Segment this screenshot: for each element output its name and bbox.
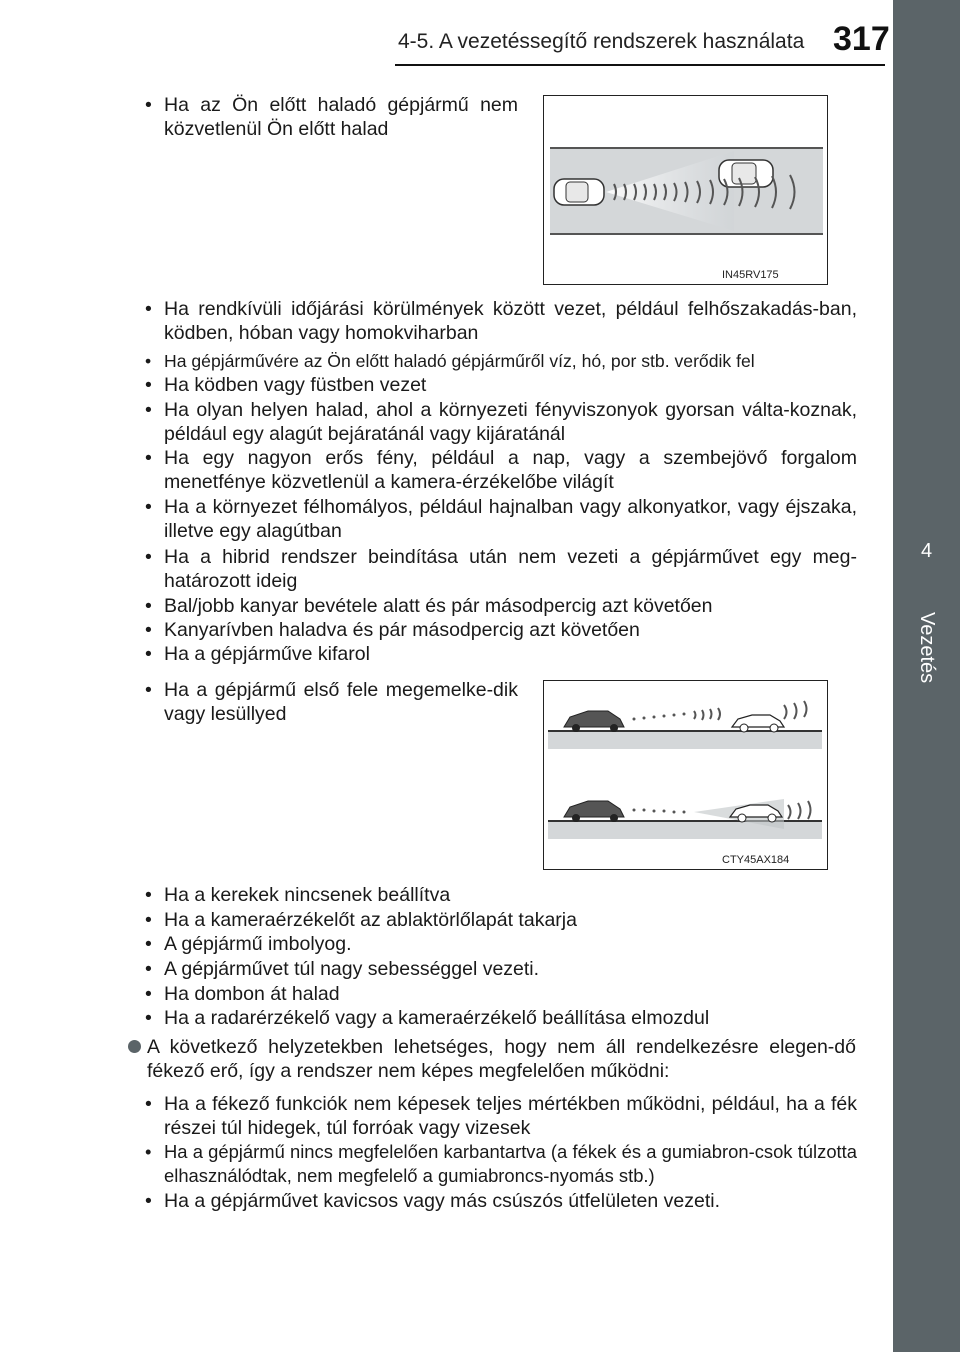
side-tab-upper [893,0,960,515]
bullet-dot: • [145,595,152,617]
bullet-dot: • [145,1190,152,1212]
bullet-dot: • [145,399,152,421]
side-tab-lower [893,597,960,1352]
bullet-dot: • [145,1141,152,1162]
list-item-text: A gépjármű imbolyog. [164,933,352,955]
bullet-dot: • [145,351,152,371]
figure-vehicle-pitch [543,680,828,870]
own-car-lower-icon [564,801,624,822]
list-item [145,545,857,593]
list-item [145,349,857,373]
bullet-dot: • [145,298,152,320]
list-item [145,297,857,345]
section-title: 4-5. A vezetéssegítő rendszerek használata [398,30,805,53]
list-item-text: Ha a radarérzékelő vagy a kameraérzékelő beállítása elmozdul [164,1007,710,1029]
bullet-dot: • [145,1007,152,1029]
list-item-text: Ha ködben vagy füstben vezet [164,374,427,396]
list-item-text: Ha egy nagyon erős fény, például a nap, vagy a szembejövő forgalom menetfénye közvetlenül a kamera-érzékelőbe világít [164,447,857,493]
figure-code: IN45RV175 [722,269,779,281]
list-item-text: Ha a gépjárművet kavicsos vagy más csúszós útfelületen vezeti. [164,1190,721,1212]
figure-radar-offset-vehicle [543,95,828,285]
list-item [145,957,857,981]
bullet-dot: • [145,884,152,906]
lead-car-upper-icon [732,715,784,732]
chapter-number: 4 [920,540,933,562]
list-item [145,678,518,726]
list-item [145,618,857,642]
chapter-name: Vezetés [916,612,938,684]
figure-code: CTY45AX184 [722,854,790,866]
main-list-item-text: A következő helyzetekben lehetséges, hogy nem áll rendelkezésre elegen-dő fékező erő, így a rendszer nem képes megfelelően működni: [147,1036,856,1082]
list-item-text: Bal/jobb kanyar bevétele alatt és pár másodpercig azt követően [164,595,713,617]
header-rule [395,64,885,66]
bullet-dot: • [145,679,152,701]
bullet-dot: • [145,619,152,641]
bullet-dot: • [145,933,152,955]
list-item [145,883,857,907]
list-item [145,908,857,932]
bullet-dot: • [145,94,152,116]
circle-bullet-icon [128,1040,141,1053]
list-item-text: Ha olyan helyen halad, ahol a környezeti fényviszonyok gyorsan válta-koznak, például egy alagút bejáratánál vagy kijáratánál [164,399,857,445]
bullet-dot: • [145,958,152,980]
list-item [145,373,857,397]
list-item-text: Ha a gépjárműve kifarol [164,643,370,665]
bullet-dot: • [145,496,152,518]
list-item [145,1092,857,1140]
list-item-text: Ha a gépjármű nincs megfelelően karbantartva (a fékek és a gumiabron-csok túlzotta elhasználódtak, nem megfelelő a gumiabroncs-nyomás stb.) [164,1141,857,1186]
list-item-text: A gépjárművet túl nagy sebességgel vezeti. [164,958,540,980]
list-item-text: Ha gépjárművére az Ön előtt haladó gépjárműről víz, hó, por stb. verődik fel [164,351,755,371]
lead-car-icon [719,160,773,187]
bullet-dot: • [145,983,152,1005]
list-item-text: Ha az Ön előtt haladó gépjármű nem közvetlenül Ön előtt halad [164,94,518,140]
list-item [145,398,857,446]
chapter-side-tab [893,0,960,1352]
list-item [145,1140,857,1188]
own-car-upper-icon [564,711,624,732]
list-item [145,495,857,543]
list-item-text: Kanyarívben haladva és pár másodpercig azt követően [164,619,640,641]
list-item-text: Ha a gépjármű első fele megemelke-dik vagy lesüllyed [164,679,518,725]
list-item-text: Ha rendkívüli időjárási körülmények között vezet, például felhőszakadás-ban, ködben, hóban vagy homokviharban [164,298,857,344]
bullet-dot: • [145,643,152,665]
list-item-text: Ha a hibrid rendszer beindítása után nem vezeti a gépjárművet egy meg-határozott ideig [164,546,857,592]
main-list-item [128,1035,856,1083]
list-item [145,642,857,666]
list-item [145,594,857,618]
list-item-text: Ha dombon át halad [164,983,340,1005]
list-item [145,1006,857,1030]
list-item-text: Ha a kerekek nincsenek beállítva [164,884,451,906]
page-number: 317 [833,20,890,58]
radar-offset-illustration [544,96,826,283]
bullet-dot: • [145,909,152,931]
list-item [145,93,518,141]
own-car-icon [554,179,604,205]
list-item-text: Ha a fékező funkciók nem képesek teljes mértékben működni, például, ha a fék részei túl hidegek, túl forróak vagy vizesek [164,1093,857,1139]
bullet-dot: • [145,374,152,396]
list-item [145,982,857,1006]
list-item [145,446,857,494]
bullet-dot: • [145,546,152,568]
vehicle-pitch-illustration [544,681,826,868]
list-item [145,932,857,956]
list-item-text: Ha a kameraérzékelőt az ablaktörlőlapát takarja [164,909,577,931]
list-item-text: Ha a környezet félhomályos, például hajnalban vagy alkonyatkor, vagy éjszaka, illetve egy alagútban [164,496,857,542]
list-item [145,1189,857,1213]
bullet-dot: • [145,1093,152,1115]
bullet-dot: • [145,447,152,469]
